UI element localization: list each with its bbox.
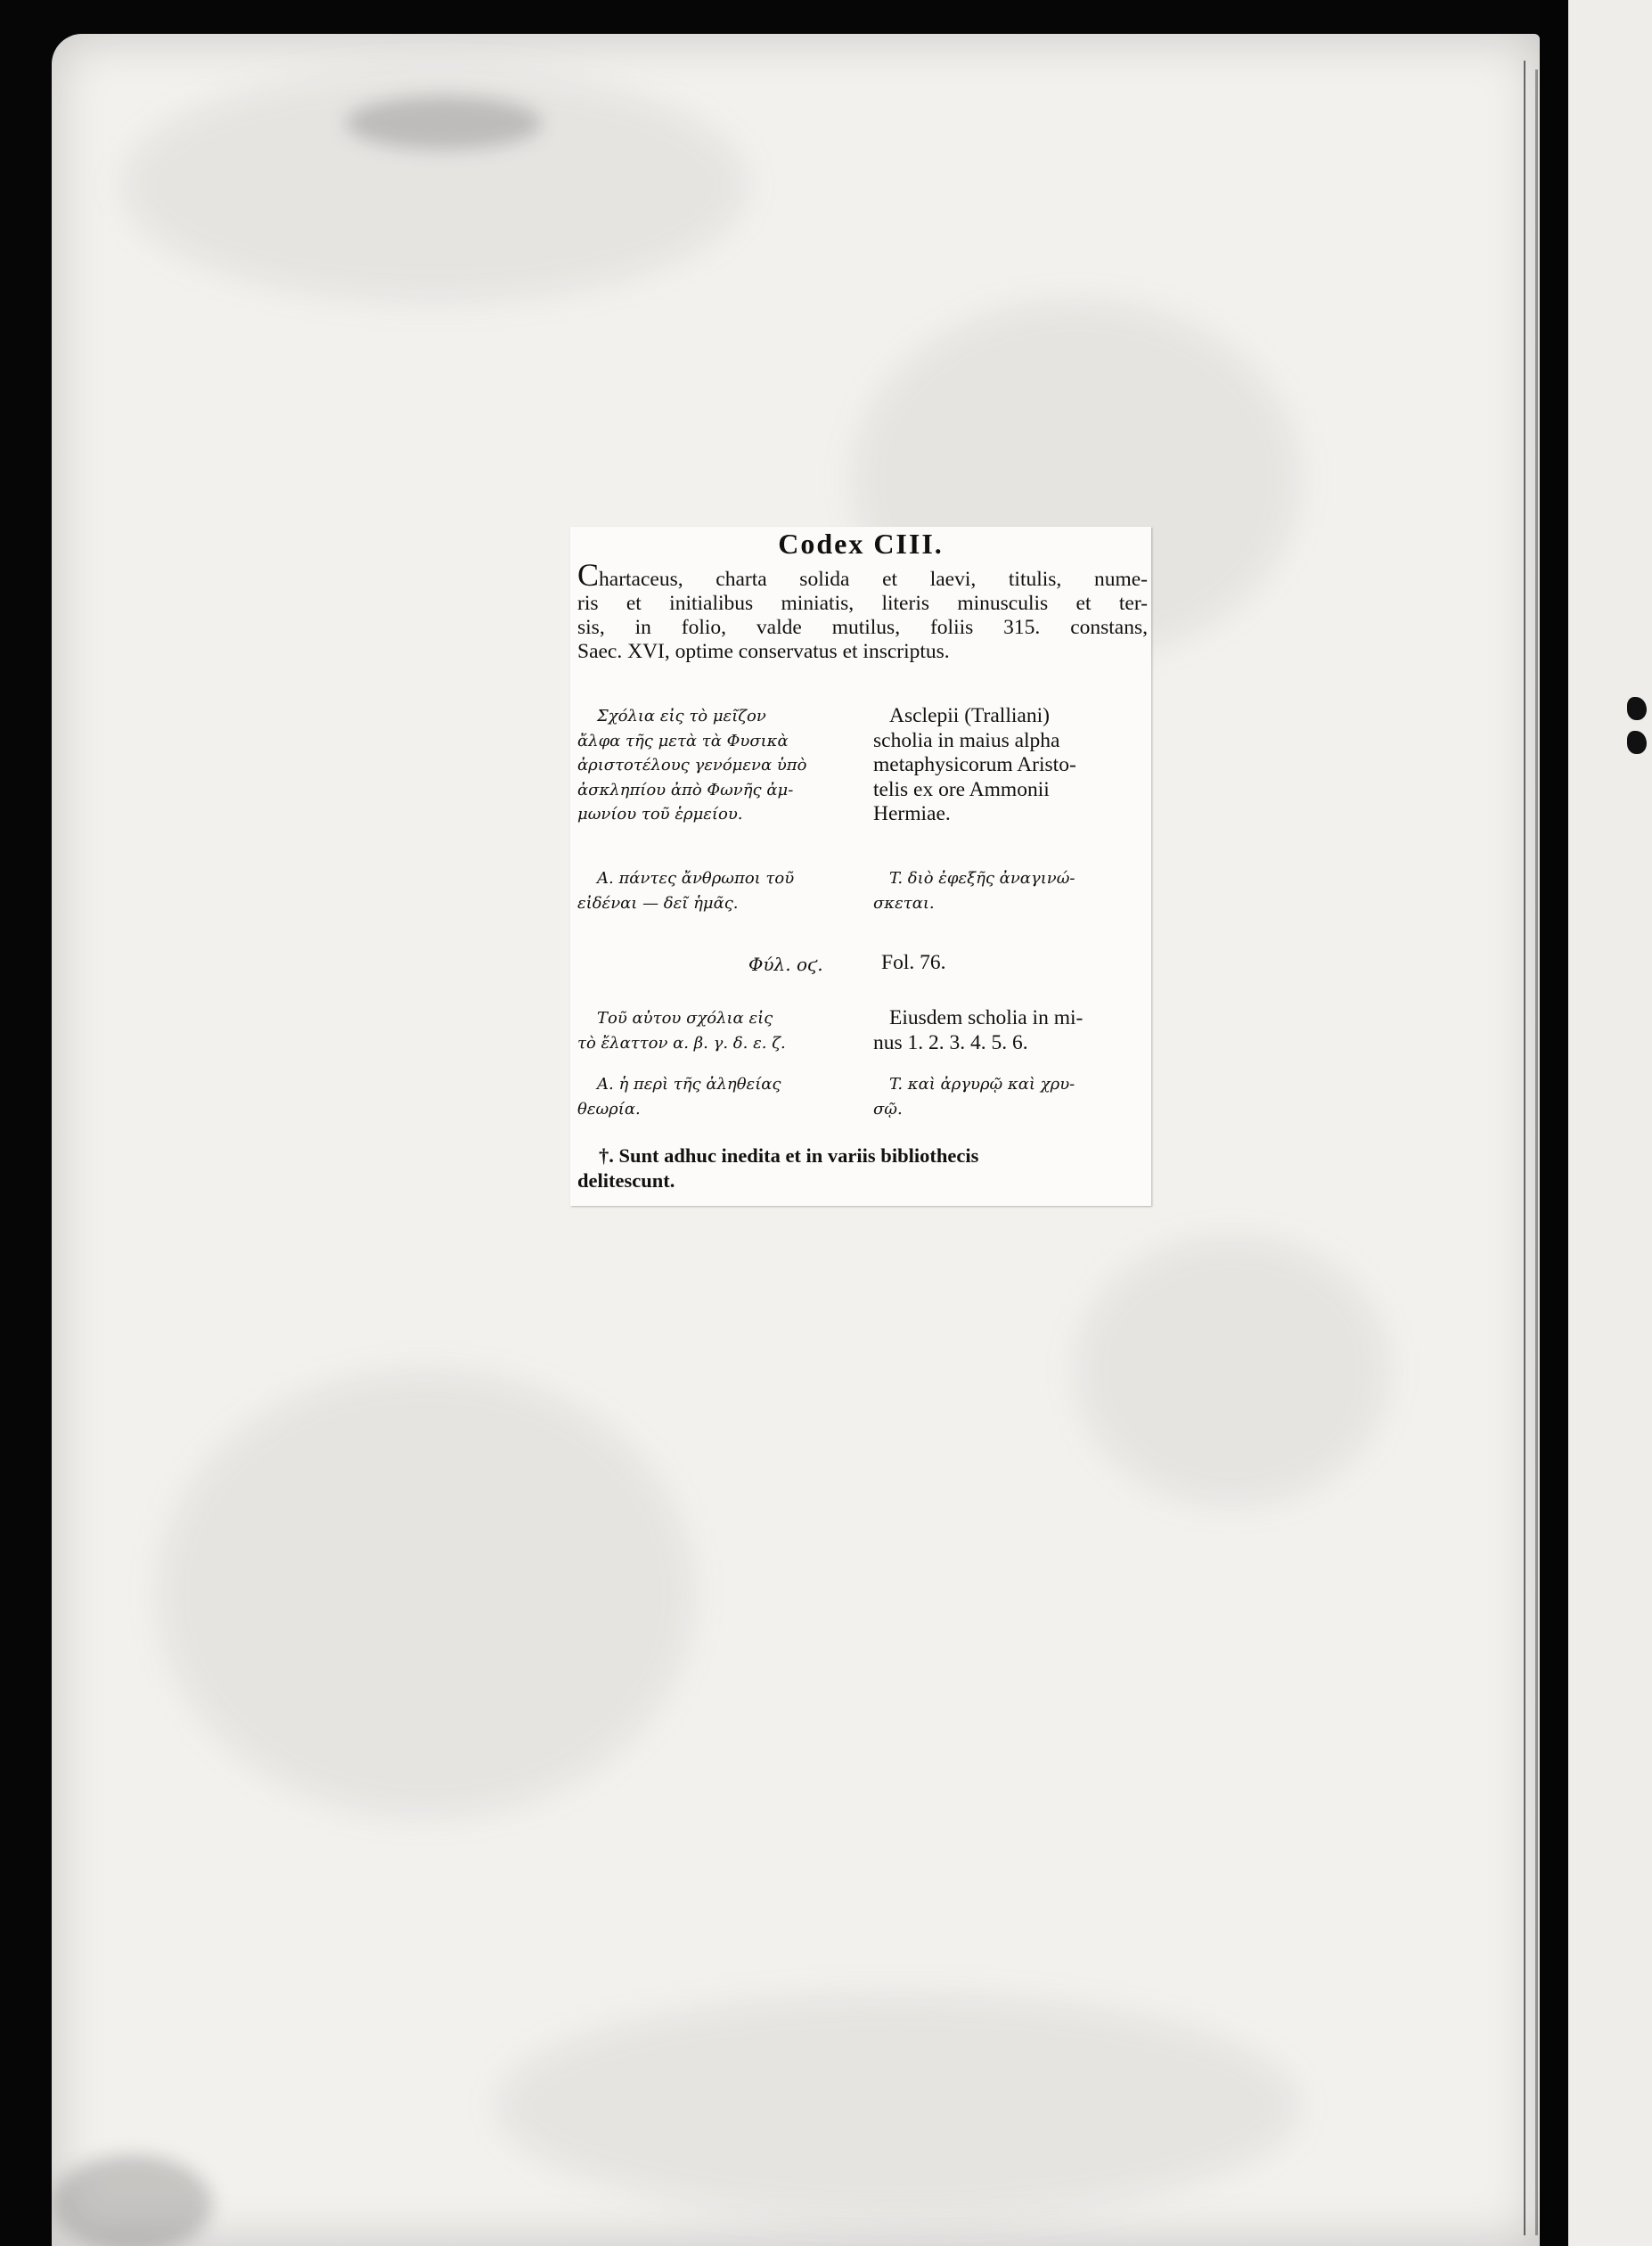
- page-edge-shadow: [1535, 70, 1538, 2235]
- facing-page-edge: [1568, 0, 1652, 2246]
- entry1-greek-title: Σχόλια εἰς τὸ μεῖζον ἄλφα τῆς μετὰ τὰ Φυσικὰ ἀριστοτέλους γενόμενα ὑπὸ ἀσκληπίου ἀπὸ Φωνῆς ἀμ- μωνίου τοῦ ἑρμείου.: [577, 707, 807, 824]
- description-line: Chartaceus, charta solida et laevi, titulis, nume-: [577, 557, 1148, 593]
- description-line: sis, in folio, valde mutilus, foliis 315. constans,: [577, 616, 1148, 639]
- entry1-greek-incipit: A. πάντες ἄνθρωποι τοῦ εἰδέναι — δεῖ ἡμᾶς.: [577, 869, 795, 913]
- description-line: ris et initialibus miniatis, literis minusculis et ter-: [577, 592, 1148, 615]
- entry2-latin-incipit: T. καὶ ἀργυρῷ καὶ χρυ- σῷ.: [873, 1075, 1075, 1119]
- book-gutter: [1540, 0, 1570, 2246]
- stain: [123, 70, 747, 301]
- entry2-greek-incipit: A. ἡ περὶ τῆς ἀληθείας θεωρία.: [577, 1075, 781, 1119]
- entry1-latin-title: Asclepii (Tralliani) scholia in maius alpha metaphysicorum Aristo- telis ex ore Ammonii Hermiae.: [873, 704, 1076, 825]
- folio-latin: Fol. 76.: [881, 951, 946, 974]
- pasted-catalogue-slip: [570, 527, 1151, 1206]
- facing-page-mark: [1627, 731, 1647, 754]
- footnote: †. Sunt adhuc inedita et in variis bibliothecis delitescunt.: [577, 1144, 979, 1192]
- entry2-greek-title: Τοῦ αὐτου σχόλια εἰς τὸ ἔλαττον α. β. γ. δ. ε. ζ.: [577, 1009, 786, 1053]
- codex-title: Codex CIII.: [778, 528, 944, 560]
- codex-description: [577, 557, 1148, 664]
- facing-page-mark: [1627, 697, 1647, 720]
- description-line: Saec. XVI, optime conservatus et inscriptus.: [577, 640, 950, 663]
- stain: [497, 1995, 1299, 2217]
- entry1-latin-incipit: T. διὸ ἐφεξῆς ἀναγινώ- σκεται.: [873, 869, 1075, 913]
- entry2-latin-title: Eiusdem scholia in mi- nus 1. 2. 3. 4. 5. 6.: [873, 1006, 1084, 1054]
- drop-cap: C: [577, 557, 600, 593]
- stain: [159, 1371, 693, 1816]
- page-fold-line: [1524, 61, 1525, 2235]
- stain: [52, 2155, 212, 2246]
- stain: [1076, 1237, 1388, 1504]
- manuscript-page: [52, 34, 1540, 2246]
- folio-greek: Φύλ. οϛ.: [748, 954, 823, 975]
